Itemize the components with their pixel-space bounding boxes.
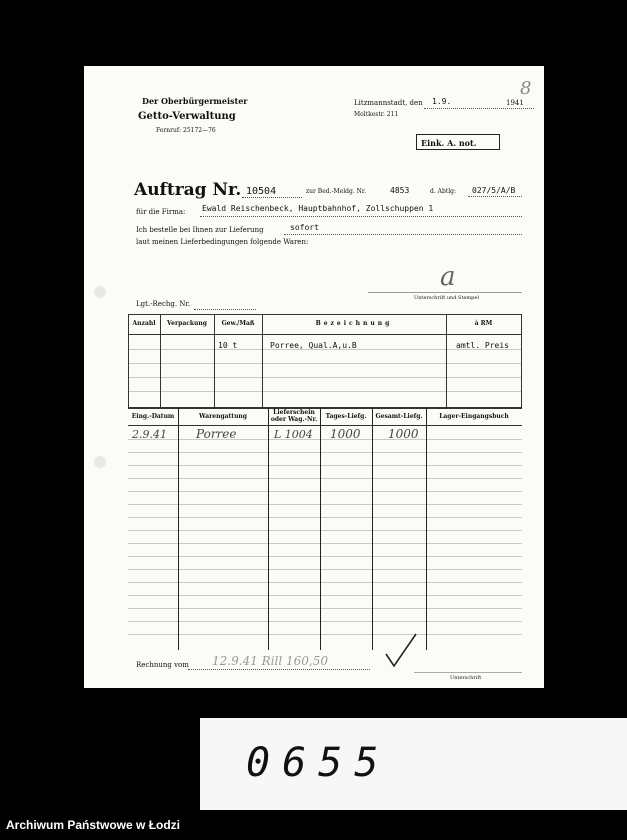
table2-cell-goods: Porree	[196, 427, 237, 441]
table2-top-border	[128, 408, 522, 409]
table1-col-border	[214, 314, 215, 407]
table2-rule	[128, 569, 522, 570]
signature-line	[368, 292, 522, 293]
table1-col-border	[128, 314, 129, 407]
conditions-text: laut meinen Lieferbedingungen folgende Waren:	[136, 238, 309, 246]
firm-value: Ewald Reischenbeck, Hauptbahnhof, Zollschuppen 1	[202, 204, 434, 213]
signature-mark: a	[440, 262, 456, 292]
table1-header-verpackung: Verpackung	[167, 320, 207, 327]
table1-col-border	[446, 314, 447, 407]
phone-number: Fernruf: 25172—76	[156, 127, 216, 134]
dept-value: 027/5/A/B	[472, 186, 516, 195]
table1-top-border	[128, 314, 522, 315]
table2-cell-total: 1000	[388, 427, 419, 441]
date-line	[424, 108, 534, 109]
delivery-line	[284, 234, 522, 235]
table2-header-date: Eing.-Datum	[131, 413, 175, 420]
table2-header-ledger: Lager-Eingangsbuch	[439, 413, 509, 420]
account-line	[194, 309, 256, 310]
order-number: 10504	[246, 186, 277, 197]
firm-line	[200, 216, 522, 217]
table2-header-goods: Warengattung	[199, 413, 247, 420]
table1-header-bezeichnung: Bezeichnung	[315, 320, 393, 327]
table1-cell-description: Porree, Qual.A,u.B	[270, 341, 357, 350]
table2-rule	[128, 530, 522, 531]
table1-rule	[128, 391, 522, 392]
delivery-value: sofort	[290, 223, 319, 232]
film-frame-number: 0655	[246, 740, 391, 786]
table2-rule	[128, 465, 522, 466]
table2-rule	[128, 621, 522, 622]
dept-label: d. Abtlg:	[430, 188, 457, 195]
table1-rule	[128, 363, 522, 364]
table2-rule	[128, 608, 522, 609]
table2-col-border	[320, 408, 321, 650]
table1-header-preis: à RM	[474, 320, 493, 327]
table2-rule	[128, 491, 522, 492]
table2-rule	[128, 556, 522, 557]
table2-rule	[128, 543, 522, 544]
table2-header-waybill: Lieferschein oder Wag.-Nr.	[270, 409, 318, 423]
receipt-stamp: Eink. A. not.	[416, 134, 500, 150]
table2-header-total: Gesamt-Liefg.	[375, 413, 423, 420]
account-label: Lgt.-Rechg. Nr.	[136, 300, 191, 308]
table2-rule	[128, 517, 522, 518]
firm-label: für die Firma:	[136, 208, 186, 216]
table2-header-border	[128, 425, 522, 426]
invoice-line	[188, 669, 370, 670]
invoice-label: Rechnung vom	[136, 661, 189, 669]
table2-rule	[128, 582, 522, 583]
table2-cell-date: 2.9.41	[132, 428, 167, 441]
delivery-label: Ich bestelle bei Ihnen zur Lieferung	[136, 226, 264, 234]
table2-rule	[128, 595, 522, 596]
invoice-value: 12.9.41 Rill 160,50	[212, 654, 328, 668]
signature-caption: Unterschrift und Stempel	[414, 295, 479, 301]
punch-hole	[94, 286, 106, 298]
office-name: Der Oberbürgermeister	[142, 96, 248, 106]
order-title: Auftrag Nr.	[134, 180, 242, 200]
page-mark: 8	[520, 78, 532, 99]
table2-rule	[128, 634, 522, 635]
ref-number: 4853	[390, 186, 410, 195]
table1-header-gewicht: Gew./Maß	[221, 320, 255, 327]
document-page	[84, 66, 544, 688]
footer-signature-caption: Unterschrift	[450, 675, 482, 681]
table2-col-border	[178, 408, 179, 650]
dept-line	[468, 196, 522, 197]
table2-col-border	[426, 408, 427, 650]
table1-rule	[128, 377, 522, 378]
table2-rule	[128, 504, 522, 505]
table2-rule	[128, 478, 522, 479]
table1-col-border	[160, 314, 161, 407]
date-year: 1941	[506, 99, 524, 107]
department-name: Getto-Verwaltung	[138, 111, 236, 122]
footer-signature-line	[414, 672, 522, 673]
punch-hole	[94, 456, 106, 468]
address: Moltkestr. 211	[354, 111, 399, 118]
table1-col-border	[521, 314, 522, 407]
table1-cell-weight: 10 t	[218, 341, 238, 350]
table2-col-border	[372, 408, 373, 650]
table1-header-anzahl: Anzahl	[132, 320, 156, 327]
checkmark-icon	[384, 632, 420, 670]
table2-rule	[128, 452, 522, 453]
table2-rule	[128, 439, 522, 440]
order-number-line	[242, 197, 302, 198]
table2-cell-daily: 1000	[330, 427, 361, 441]
table1-col-border	[262, 314, 263, 407]
city-date-label: Litzmannstadt, den	[354, 99, 423, 107]
table2-cell-waybill: L 1004	[274, 428, 313, 441]
table1-header-border	[128, 334, 522, 335]
table1-cell-price: amtl. Preis	[456, 341, 509, 350]
table2-col-border	[268, 408, 269, 650]
table2-header-daily: Tages-Liefg.	[325, 413, 367, 420]
archive-name: Archiwum Państwowe w Łodzi	[6, 818, 181, 832]
date-day: 1.9.	[432, 97, 452, 106]
ref-label: zur Bed.-Meldg. Nr.	[306, 188, 367, 195]
